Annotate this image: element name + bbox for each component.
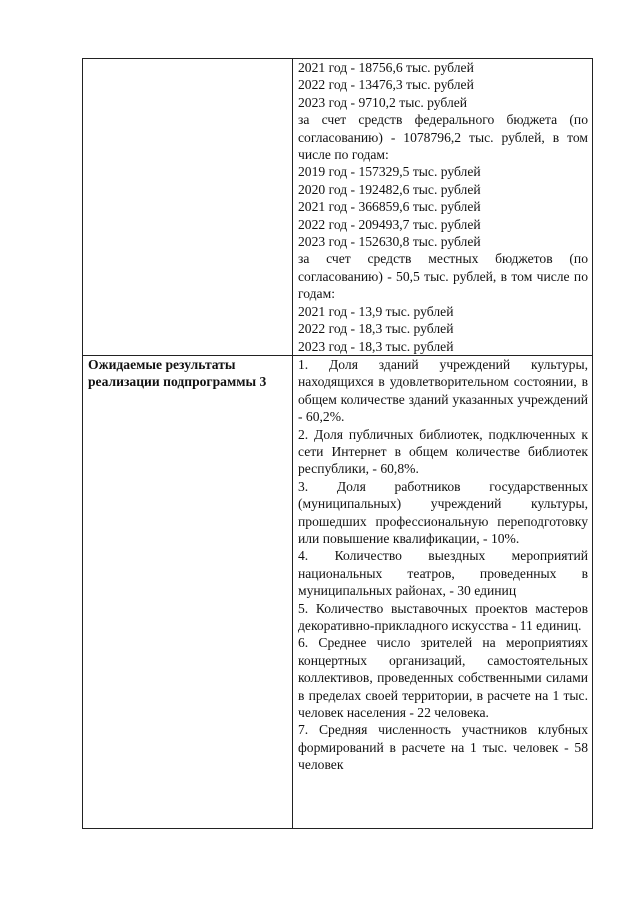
result-item-5: 5. Количество выставочных проектов мастеров декоративно-прикладного искусства - 11 единиц. — [298, 600, 588, 633]
result-item-6: 6. Среднее число зрителей на мероприятиях концертных организаций, самостоятельных коллективов, проведенных собственными силами в пределах своей территории, в расчете на 1 тыс. человек населения - 22 человека. — [298, 635, 588, 721]
result-item-7: 7. Средняя численность участников клубных формирований в расчете на 1 тыс. человек - 58 человек — [298, 722, 588, 773]
results-list-cell — [293, 355, 593, 828]
federal-year-2019: 2019 год - 157329,5 тыс. рублей — [298, 164, 481, 180]
result-item-4: 4. Количество выездных мероприятий национальных театров, проведенных в муниципальных районах, - 30 единиц — [298, 548, 588, 599]
local-budget-intro: за счет средств местных бюджетов (по согласованию) - 50,5 тыс. рублей, в том числе по годам: — [298, 251, 588, 302]
federal-year-2022: 2022 год - 209493,7 тыс. рублей — [298, 216, 481, 232]
local-year-2021: 2021 год - 13,9 тыс. рублей — [298, 303, 454, 319]
local-year-2023: 2023 год - 18,3 тыс. рублей — [298, 338, 454, 354]
federal-budget-intro: за счет средств федерального бюджета (по согласованию) - 1078796,2 тыс. рублей, в том числе по годам: — [298, 112, 588, 163]
federal-year-2020: 2020 год - 192482,6 тыс. рублей — [298, 181, 481, 197]
result-item-3: 3. Доля работников государственных (муниципальных) учреждений культуры, прошедших профессиональную переподготовку или повышение квалификации, - 10%. — [298, 478, 588, 546]
funding-label-cell — [83, 59, 293, 356]
regional-year-2021: 2021 год - 18756,6 тыс. рублей — [298, 60, 474, 75]
federal-year-2021: 2021 год - 366859,6 тыс. рублей — [298, 199, 481, 215]
federal-year-2023: 2023 год - 152630,8 тыс. рублей — [298, 234, 481, 250]
funding-details-cell — [293, 59, 593, 356]
funding-row — [83, 59, 593, 356]
result-item-1: 1. Доля зданий учреждений культуры, находящихся в удовлетворительном состоянии, в общем количестве зданий указанных учреждений - 60,2%. — [298, 356, 588, 425]
result-item-2: 2. Доля публичных библиотек, подключенных к сети Интернет в общем количестве библиотек республики, - 60,8%. — [298, 426, 588, 477]
results-row — [83, 355, 593, 828]
regional-year-2022: 2022 год - 13476,3 тыс. рублей — [298, 77, 474, 93]
results-label: Ожидаемые результаты реализации подпрограммы 3 — [83, 355, 293, 828]
regional-year-2023: 2023 год - 9710,2 тыс. рублей — [298, 94, 468, 110]
local-year-2022: 2022 год - 18,3 тыс. рублей — [298, 321, 454, 337]
program-passport-table — [82, 58, 593, 829]
